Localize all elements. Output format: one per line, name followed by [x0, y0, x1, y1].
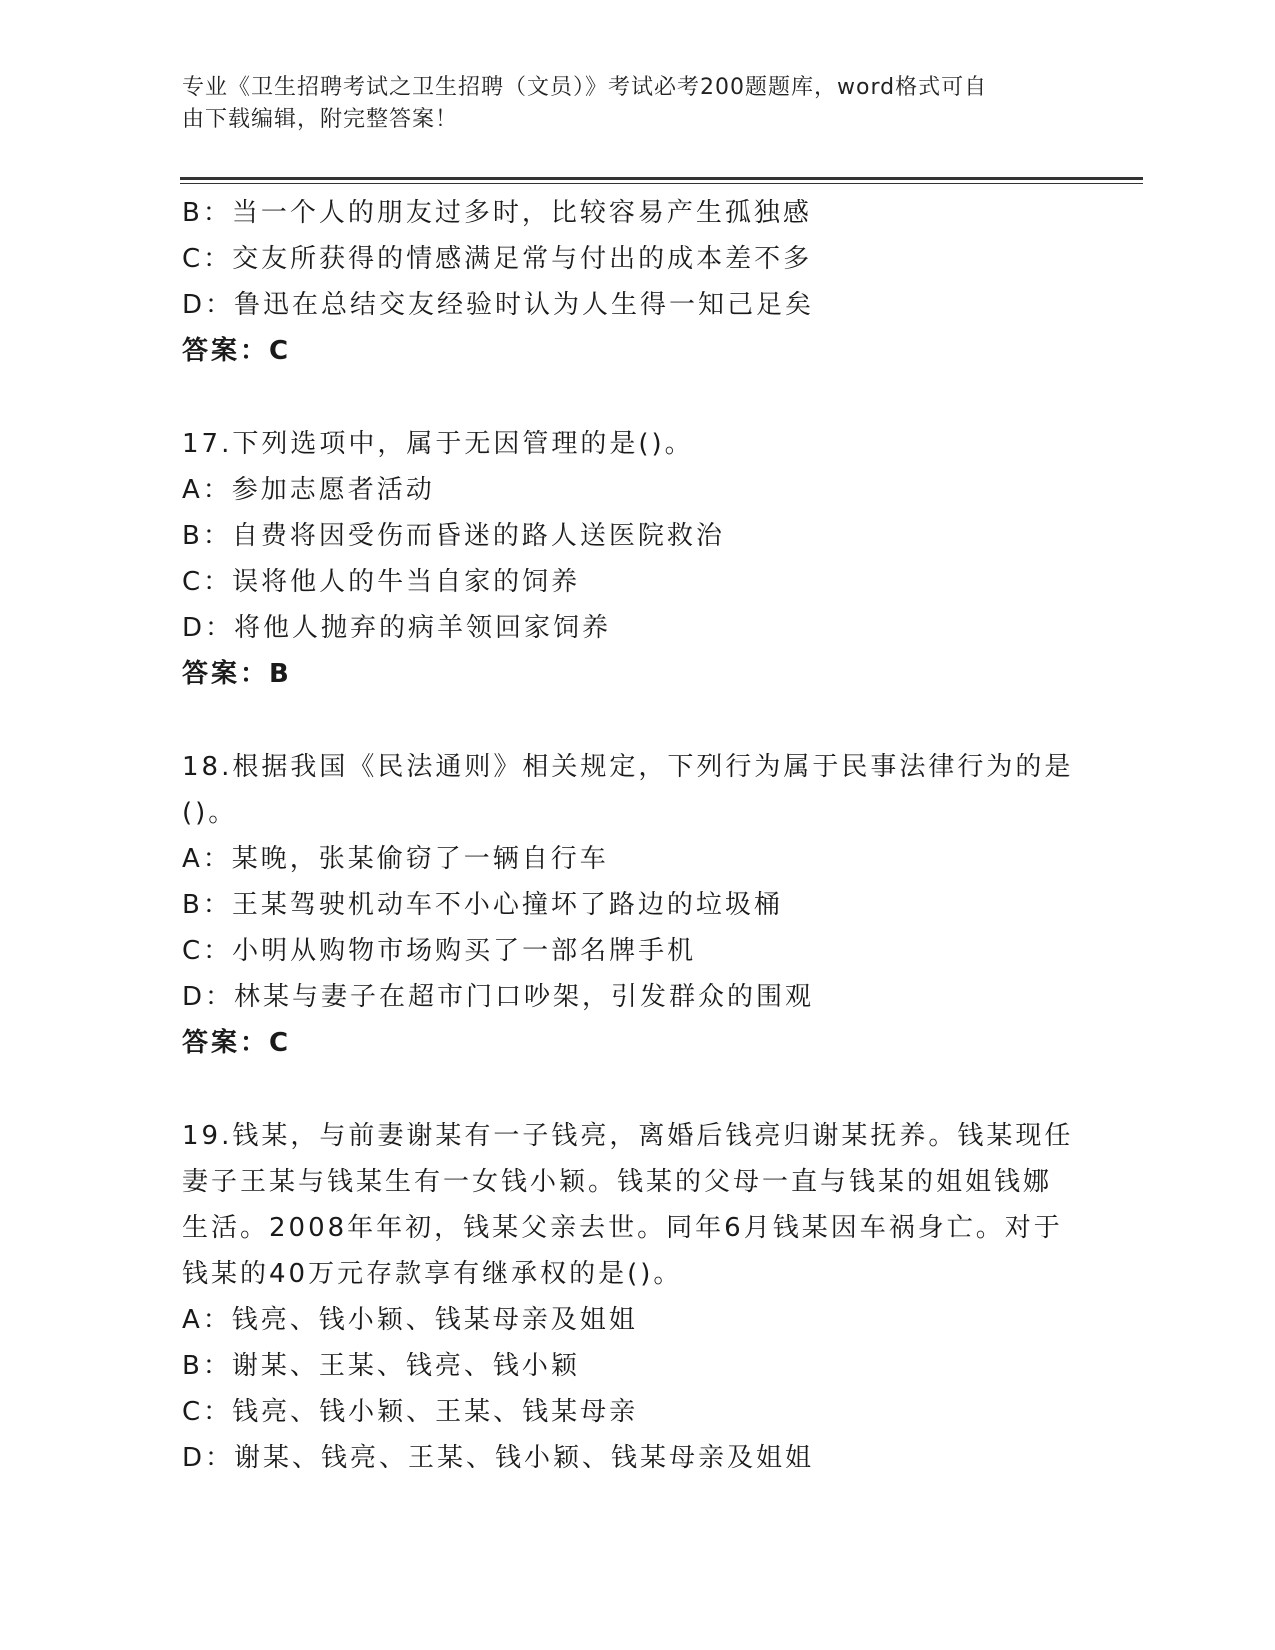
option-a: A：参加志愿者活动: [182, 475, 435, 505]
answer-line: 答案：C: [182, 336, 292, 366]
spacer: [182, 697, 1082, 744]
question-17: [182, 421, 1082, 697]
option-b: B：谢某、王某、钱亮、钱小颖: [182, 1351, 580, 1381]
question-stem-line-3: 生活。2008年年初，钱某父亲去世。同年6月钱某因车祸身亡。对于: [182, 1213, 1063, 1243]
header-line-2: 由下载编辑，附完整答案！: [182, 107, 459, 132]
question-16-continued: [182, 190, 1082, 374]
header-divider-thin: [180, 183, 1143, 184]
question-stem-line-2: ()。: [182, 798, 238, 828]
option-d: D：谢某、钱亮、王某、钱小颖、钱某母亲及姐姐: [182, 1443, 815, 1473]
spacer: [182, 1066, 1082, 1113]
question-19: [182, 1113, 1082, 1481]
answer-line: 答案：C: [182, 1028, 292, 1058]
option-a: A：某晚，张某偷窃了一辆自行车: [182, 844, 609, 874]
question-stem: 17.下列选项中，属于无因管理的是()。: [182, 429, 694, 459]
option-a: A：钱亮、钱小颖、钱某母亲及姐姐: [182, 1305, 638, 1335]
option-d: D：鲁迅在总结交友经验时认为人生得一知己足矣: [182, 290, 815, 320]
question-stem-line-4: 钱某的40万元存款享有继承权的是()。: [182, 1259, 683, 1289]
option-c: C：钱亮、钱小颖、王某、钱某母亲: [182, 1397, 639, 1427]
option-b: B：王某驾驶机动车不小心撞坏了路边的垃圾桶: [182, 890, 783, 920]
option-d: D：林某与妻子在超市门口吵架，引发群众的围观: [182, 982, 815, 1012]
question-content: [182, 190, 1082, 1481]
spacer: [182, 374, 1082, 421]
header-line-1: 专业《卫生招聘考试之卫生招聘（文员）》考试必考200题题库，word格式可自: [182, 75, 988, 100]
option-c: C：交友所获得的情感满足常与付出的成本差不多: [182, 244, 813, 274]
option-b: B：当一个人的朋友过多时，比较容易产生孤独感: [182, 198, 812, 228]
document-header: [182, 72, 1062, 136]
question-stem-line-1: 19.钱某，与前妻谢某有一子钱亮，离婚后钱亮归谢某抚养。钱某现任: [182, 1121, 1074, 1151]
question-stem-line-2: 妻子王某与钱某生有一女钱小颖。钱某的父母一直与钱某的姐姐钱娜: [182, 1167, 1053, 1197]
question-18: [182, 744, 1082, 1066]
answer-line: 答案：B: [182, 659, 292, 689]
option-b: B：自费将因受伤而昏迷的路人送医院救治: [182, 521, 725, 551]
option-d: D：将他人抛弃的病羊领回家饲养: [182, 613, 612, 643]
option-c: C：误将他人的牛当自家的饲养: [182, 567, 581, 597]
option-c: C：小明从购物市场购买了一部名牌手机: [182, 936, 697, 966]
header-divider-thick: [180, 177, 1143, 180]
question-stem-line-1: 18.根据我国《民法通则》相关规定，下列行为属于民事法律行为的是: [182, 752, 1074, 782]
